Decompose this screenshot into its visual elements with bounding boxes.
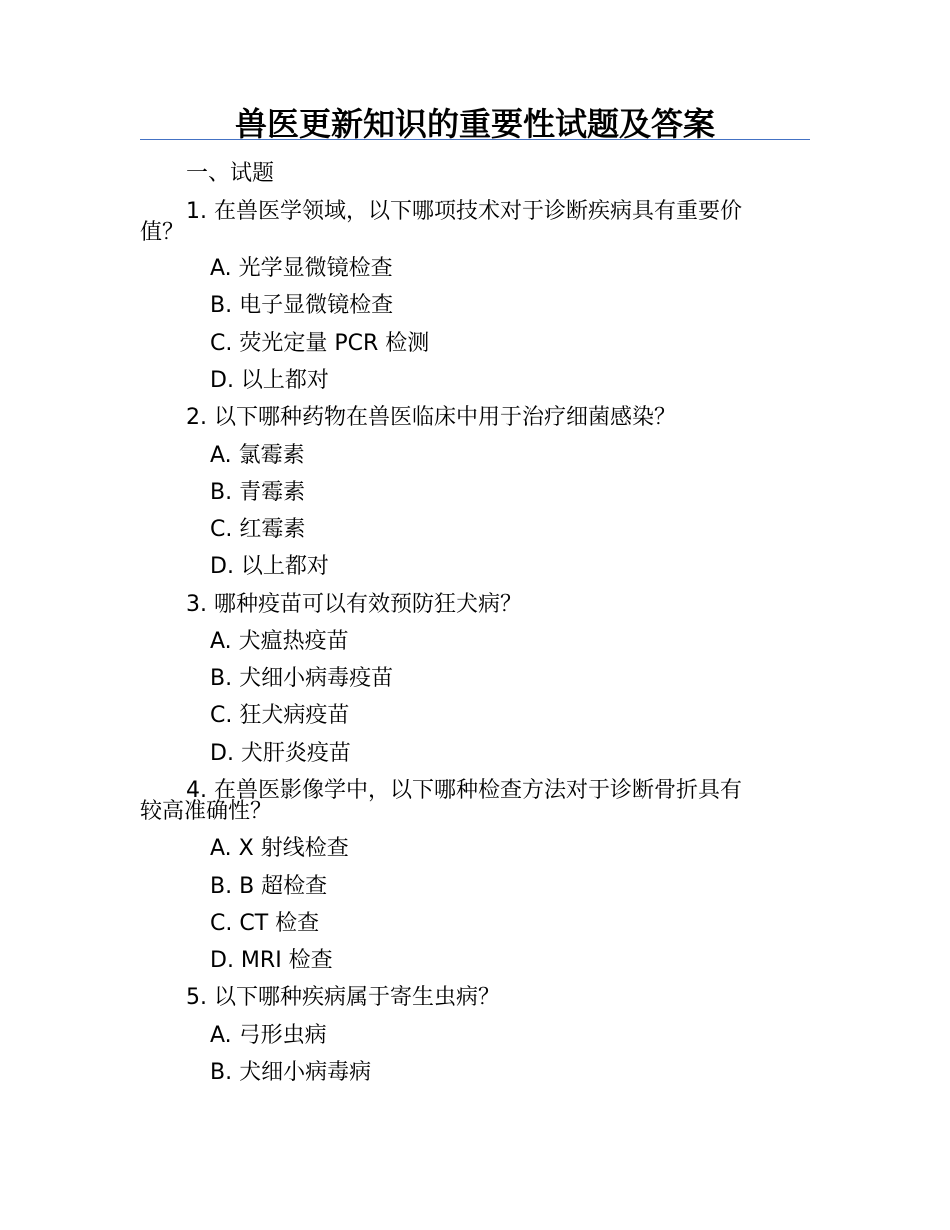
section-heading: 一、试题 bbox=[186, 161, 275, 186]
question-5-option-a: A. 弓形虫病 bbox=[210, 1023, 327, 1048]
question-5-stem: 5. 以下哪种疾病属于寄生虫病？ bbox=[186, 985, 500, 1010]
question-4-option-d: D. MRI 检查 bbox=[210, 948, 333, 973]
question-3-option-c: C. 狂犬病疫苗 bbox=[210, 703, 350, 728]
question-2-option-a: A. 氯霉素 bbox=[210, 443, 305, 468]
question-4-option-b: B. B 超检查 bbox=[210, 874, 328, 899]
question-2-option-d: D. 以上都对 bbox=[210, 554, 329, 579]
question-1-stem-continued: 值？ bbox=[140, 220, 185, 245]
question-1-option-a: A. 光学显微镜检查 bbox=[210, 256, 393, 281]
question-4-option-a: A. X 射线检查 bbox=[210, 836, 349, 861]
question-3-option-d: D. 犬肝炎疫苗 bbox=[210, 741, 351, 766]
document-title: 兽医更新知识的重要性试题及答案 bbox=[234, 105, 715, 143]
question-3-option-a: A. 犬瘟热疫苗 bbox=[210, 629, 349, 654]
question-2-option-c: C. 红霉素 bbox=[210, 517, 306, 542]
question-1-option-d: D. 以上都对 bbox=[210, 368, 329, 393]
question-3-stem: 3. 哪种疫苗可以有效预防狂犬病？ bbox=[186, 592, 522, 617]
question-2-option-b: B. 青霉素 bbox=[210, 480, 306, 505]
question-4-stem: 4. 在兽医影像学中，以下哪种检查方法对于诊断骨折具有 bbox=[186, 778, 742, 803]
title-underline bbox=[140, 139, 810, 140]
question-1-option-b: B. 电子显微镜检查 bbox=[210, 293, 394, 318]
question-3-option-b: B. 犬细小病毒疫苗 bbox=[210, 666, 394, 691]
question-4-stem-continued: 较高准确性？ bbox=[140, 799, 273, 824]
question-1-option-c: C. 荧光定量 PCR 检测 bbox=[210, 331, 430, 356]
question-4-option-c: C. CT 检查 bbox=[210, 911, 320, 936]
question-5-option-b: B. 犬细小病毒病 bbox=[210, 1060, 372, 1085]
question-2-stem: 2. 以下哪种药物在兽医临床中用于治疗细菌感染？ bbox=[186, 405, 676, 430]
question-1-stem: 1. 在兽医学领域，以下哪项技术对于诊断疾病具有重要价 bbox=[186, 199, 742, 224]
